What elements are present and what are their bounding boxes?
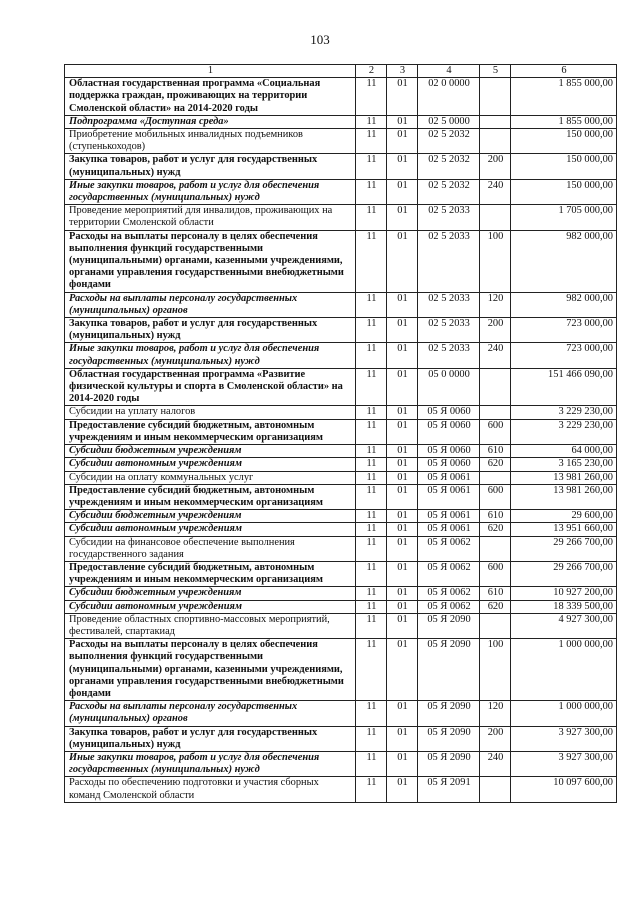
table-row: [65, 561, 617, 586]
table-row: [65, 419, 617, 444]
row-section-cell: 11: [356, 484, 387, 509]
table-row: [65, 179, 617, 204]
row-expense-type-cell: [480, 78, 511, 116]
row-subsection-cell: 01: [387, 587, 418, 600]
row-subsection-cell: 01: [387, 78, 418, 116]
row-section-cell: 11: [356, 78, 387, 116]
row-target-article-cell: 02 5 2033: [418, 205, 480, 230]
row-subsection-cell: 01: [387, 230, 418, 292]
row-section-cell: 11: [356, 587, 387, 600]
row-amount-cell: 1 855 000,00: [511, 115, 617, 128]
row-amount-cell: 150 000,00: [511, 129, 617, 154]
row-subsection-cell: 01: [387, 777, 418, 802]
row-amount-cell: 10 927 200,00: [511, 587, 617, 600]
row-expense-type-cell: [480, 471, 511, 484]
row-amount-cell: 1 855 000,00: [511, 78, 617, 116]
row-amount-cell: 10 097 600,00: [511, 777, 617, 802]
table-row: [65, 471, 617, 484]
row-target-article-cell: 05 Я 0060: [418, 445, 480, 458]
row-target-article-cell: 05 Я 2091: [418, 777, 480, 802]
row-expense-type-cell: [480, 368, 511, 406]
row-expense-type-cell: 610: [480, 510, 511, 523]
row-expense-type-cell: 240: [480, 343, 511, 368]
row-expense-type-cell: 620: [480, 458, 511, 471]
row-target-article-cell: 05 Я 0062: [418, 587, 480, 600]
row-subsection-cell: 01: [387, 471, 418, 484]
row-amount-cell: 13 981 260,00: [511, 471, 617, 484]
row-expense-type-cell: [480, 536, 511, 561]
row-amount-cell: 29 266 700,00: [511, 536, 617, 561]
row-section-cell: 11: [356, 751, 387, 776]
row-target-article-cell: 05 Я 2090: [418, 726, 480, 751]
row-subsection-cell: 01: [387, 205, 418, 230]
row-subsection-cell: 01: [387, 484, 418, 509]
row-section-cell: 11: [356, 179, 387, 204]
row-subsection-cell: 01: [387, 154, 418, 179]
row-subsection-cell: 01: [387, 613, 418, 638]
header-col-2: 2: [356, 65, 387, 78]
row-amount-cell: 13 981 260,00: [511, 484, 617, 509]
row-amount-cell: 982 000,00: [511, 292, 617, 317]
row-name-cell: Предоставление субсидий бюджетным, автономным учреждениям и иным некоммерческим организациям: [65, 484, 356, 509]
row-name-cell: Субсидии автономным учреждениям: [65, 523, 356, 536]
row-name-cell: Расходы на выплаты персоналу в целях обеспечения выполнения функций государственными (муниципальными) органами, казенными учреждениями, органами управления государственными внебюджетными фондами: [65, 639, 356, 701]
row-name-cell: Областная государственная программа «Социальная поддержка граждан, проживающих на территории Смоленской области» на 2014-2020 годы: [65, 78, 356, 116]
page-number: 103: [310, 32, 330, 47]
row-expense-type-cell: 240: [480, 751, 511, 776]
row-target-article-cell: 02 5 2033: [418, 343, 480, 368]
row-subsection-cell: 01: [387, 523, 418, 536]
row-subsection-cell: 01: [387, 600, 418, 613]
row-section-cell: 11: [356, 292, 387, 317]
table-row: [65, 484, 617, 509]
row-amount-cell: 29 600,00: [511, 510, 617, 523]
row-name-cell: Закупка товаров, работ и услуг для государственных (муниципальных) нужд: [65, 154, 356, 179]
row-subsection-cell: 01: [387, 726, 418, 751]
row-subsection-cell: 01: [387, 115, 418, 128]
row-subsection-cell: 01: [387, 701, 418, 726]
row-subsection-cell: 01: [387, 129, 418, 154]
row-target-article-cell: 02 5 0000: [418, 115, 480, 128]
row-section-cell: 11: [356, 523, 387, 536]
row-expense-type-cell: 200: [480, 154, 511, 179]
row-name-cell: Субсидии автономным учреждениям: [65, 458, 356, 471]
row-section-cell: 11: [356, 445, 387, 458]
table-row: [65, 523, 617, 536]
table-row: [65, 600, 617, 613]
row-amount-cell: 1 000 000,00: [511, 639, 617, 701]
row-subsection-cell: 01: [387, 458, 418, 471]
row-target-article-cell: 02 5 2033: [418, 318, 480, 343]
row-subsection-cell: 01: [387, 639, 418, 701]
row-subsection-cell: 01: [387, 510, 418, 523]
row-amount-cell: 3 927 300,00: [511, 751, 617, 776]
row-name-cell: Предоставление субсидий бюджетным, автономным учреждениям и иным некоммерческим организациям: [65, 561, 356, 586]
row-name-cell: Расходы на выплаты персоналу государственных (муниципальных) органов: [65, 292, 356, 317]
row-target-article-cell: 02 5 2032: [418, 154, 480, 179]
row-target-article-cell: 05 Я 0061: [418, 484, 480, 509]
table-row: [65, 115, 617, 128]
row-amount-cell: 64 000,00: [511, 445, 617, 458]
table-row: [65, 205, 617, 230]
row-target-article-cell: 02 5 2032: [418, 129, 480, 154]
row-target-article-cell: 05 Я 0060: [418, 406, 480, 419]
row-expense-type-cell: 620: [480, 523, 511, 536]
row-name-cell: Приобретение мобильных инвалидных подъемников (ступенькоходов): [65, 129, 356, 154]
row-target-article-cell: 05 Я 0062: [418, 600, 480, 613]
row-target-article-cell: 05 Я 0061: [418, 471, 480, 484]
row-expense-type-cell: [480, 205, 511, 230]
row-section-cell: 11: [356, 129, 387, 154]
row-expense-type-cell: 600: [480, 484, 511, 509]
row-target-article-cell: 05 Я 0061: [418, 510, 480, 523]
row-subsection-cell: 01: [387, 751, 418, 776]
row-expense-type-cell: 610: [480, 445, 511, 458]
row-name-cell: Субсидии на финансовое обеспечение выполнения государственного задания: [65, 536, 356, 561]
table-row: [65, 701, 617, 726]
row-expense-type-cell: [480, 115, 511, 128]
row-section-cell: 11: [356, 115, 387, 128]
row-target-article-cell: 02 5 2032: [418, 179, 480, 204]
row-target-article-cell: 02 5 2033: [418, 230, 480, 292]
header-col-6: 6: [511, 65, 617, 78]
row-expense-type-cell: [480, 129, 511, 154]
row-expense-type-cell: [480, 777, 511, 802]
table-row: [65, 78, 617, 116]
table-row: [65, 292, 617, 317]
row-expense-type-cell: [480, 406, 511, 419]
row-subsection-cell: 01: [387, 368, 418, 406]
row-target-article-cell: 05 Я 2090: [418, 639, 480, 701]
row-section-cell: 11: [356, 561, 387, 586]
row-amount-cell: 723 000,00: [511, 318, 617, 343]
row-amount-cell: 18 339 500,00: [511, 600, 617, 613]
row-target-article-cell: 05 0 0000: [418, 368, 480, 406]
row-name-cell: Субсидии на оплату коммунальных услуг: [65, 471, 356, 484]
row-target-article-cell: 05 Я 0061: [418, 523, 480, 536]
row-amount-cell: 150 000,00: [511, 154, 617, 179]
table-row: [65, 510, 617, 523]
row-amount-cell: 150 000,00: [511, 179, 617, 204]
row-expense-type-cell: 200: [480, 318, 511, 343]
row-target-article-cell: 05 Я 0062: [418, 561, 480, 586]
row-expense-type-cell: [480, 613, 511, 638]
row-expense-type-cell: 610: [480, 587, 511, 600]
table-row: [65, 318, 617, 343]
row-amount-cell: 723 000,00: [511, 343, 617, 368]
row-name-cell: Субсидии автономным учреждениям: [65, 600, 356, 613]
table-row: [65, 154, 617, 179]
row-section-cell: 11: [356, 368, 387, 406]
row-target-article-cell: 02 5 2033: [418, 292, 480, 317]
row-section-cell: 11: [356, 600, 387, 613]
row-name-cell: Расходы на выплаты персоналу в целях обеспечения выполнения функций государственными (муниципальными) органами, казенными учреждениями, органами управления государственными внебюджетными фондами: [65, 230, 356, 292]
row-expense-type-cell: 600: [480, 419, 511, 444]
row-name-cell: Проведение мероприятий для инвалидов, проживающих на территории Смоленской области: [65, 205, 356, 230]
row-expense-type-cell: 120: [480, 292, 511, 317]
row-section-cell: 11: [356, 639, 387, 701]
table-row: [65, 445, 617, 458]
row-section-cell: 11: [356, 458, 387, 471]
row-name-cell: Субсидии бюджетным учреждениям: [65, 445, 356, 458]
header-col-4: 4: [418, 65, 480, 78]
table-row: [65, 406, 617, 419]
table-row: [65, 726, 617, 751]
row-section-cell: 11: [356, 343, 387, 368]
row-section-cell: 11: [356, 230, 387, 292]
table-row: [65, 343, 617, 368]
row-amount-cell: 13 951 660,00: [511, 523, 617, 536]
row-expense-type-cell: 120: [480, 701, 511, 726]
table-row: [65, 751, 617, 776]
row-expense-type-cell: 240: [480, 179, 511, 204]
row-subsection-cell: 01: [387, 536, 418, 561]
row-target-article-cell: 05 Я 0060: [418, 458, 480, 471]
row-amount-cell: 3 229 230,00: [511, 406, 617, 419]
row-section-cell: 11: [356, 419, 387, 444]
row-name-cell: Иные закупки товаров, работ и услуг для обеспечения государственных (муниципальных) нужд: [65, 343, 356, 368]
row-amount-cell: 982 000,00: [511, 230, 617, 292]
table-row: [65, 587, 617, 600]
row-name-cell: Субсидии на уплату налогов: [65, 406, 356, 419]
row-expense-type-cell: 100: [480, 230, 511, 292]
table-row: [65, 458, 617, 471]
header-col-1: 1: [65, 65, 356, 78]
row-expense-type-cell: 620: [480, 600, 511, 613]
row-section-cell: 11: [356, 777, 387, 802]
table-row: [65, 129, 617, 154]
row-amount-cell: 4 927 300,00: [511, 613, 617, 638]
table-row: [65, 230, 617, 292]
row-name-cell: Субсидии бюджетным учреждениям: [65, 587, 356, 600]
row-subsection-cell: 01: [387, 343, 418, 368]
row-section-cell: 11: [356, 726, 387, 751]
row-name-cell: Расходы на выплаты персоналу государственных (муниципальных) органов: [65, 701, 356, 726]
row-name-cell: Предоставление субсидий бюджетным, автономным учреждениям и иным некоммерческим организациям: [65, 419, 356, 444]
row-subsection-cell: 01: [387, 292, 418, 317]
header-col-5: 5: [480, 65, 511, 78]
row-section-cell: 11: [356, 510, 387, 523]
row-section-cell: 11: [356, 318, 387, 343]
row-amount-cell: 3 927 300,00: [511, 726, 617, 751]
row-name-cell: Областная государственная программа «Развитие физической культуры и спорта в Смоленской области» на 2014-2020 годы: [65, 368, 356, 406]
table-row: [65, 613, 617, 638]
row-subsection-cell: 01: [387, 419, 418, 444]
row-amount-cell: 151 466 090,00: [511, 368, 617, 406]
row-subsection-cell: 01: [387, 179, 418, 204]
row-section-cell: 11: [356, 205, 387, 230]
budget-table: [64, 64, 617, 803]
table-header-row: [65, 65, 617, 78]
row-expense-type-cell: 600: [480, 561, 511, 586]
row-target-article-cell: 02 0 0000: [418, 78, 480, 116]
row-target-article-cell: 05 Я 2090: [418, 701, 480, 726]
row-section-cell: 11: [356, 471, 387, 484]
row-expense-type-cell: 100: [480, 639, 511, 701]
row-section-cell: 11: [356, 154, 387, 179]
row-target-article-cell: 05 Я 2090: [418, 751, 480, 776]
row-subsection-cell: 01: [387, 561, 418, 586]
row-subsection-cell: 01: [387, 445, 418, 458]
row-target-article-cell: 05 Я 0060: [418, 419, 480, 444]
row-subsection-cell: 01: [387, 318, 418, 343]
row-amount-cell: 1 000 000,00: [511, 701, 617, 726]
row-name-cell: Иные закупки товаров, работ и услуг для обеспечения государственных (муниципальных) нужд: [65, 179, 356, 204]
row-name-cell: Субсидии бюджетным учреждениям: [65, 510, 356, 523]
row-target-article-cell: 05 Я 2090: [418, 613, 480, 638]
row-name-cell: Расходы по обеспечению подготовки и участия сборных команд Смоленской области: [65, 777, 356, 802]
row-name-cell: Подпрограмма «Доступная среда»: [65, 115, 356, 128]
row-target-article-cell: 05 Я 0062: [418, 536, 480, 561]
row-amount-cell: 3 165 230,00: [511, 458, 617, 471]
row-name-cell: Проведение областных спортивно-массовых мероприятий, фестивалей, спартакиад: [65, 613, 356, 638]
row-name-cell: Закупка товаров, работ и услуг для государственных (муниципальных) нужд: [65, 318, 356, 343]
row-section-cell: 11: [356, 701, 387, 726]
row-section-cell: 11: [356, 406, 387, 419]
table-row: [65, 368, 617, 406]
row-amount-cell: 1 705 000,00: [511, 205, 617, 230]
table-row: [65, 777, 617, 802]
row-section-cell: 11: [356, 613, 387, 638]
row-name-cell: Иные закупки товаров, работ и услуг для обеспечения государственных (муниципальных) нужд: [65, 751, 356, 776]
row-section-cell: 11: [356, 536, 387, 561]
row-amount-cell: 29 266 700,00: [511, 561, 617, 586]
header-col-3: 3: [387, 65, 418, 78]
table-row: [65, 639, 617, 701]
row-name-cell: Закупка товаров, работ и услуг для государственных (муниципальных) нужд: [65, 726, 356, 751]
row-subsection-cell: 01: [387, 406, 418, 419]
row-amount-cell: 3 229 230,00: [511, 419, 617, 444]
table-row: [65, 536, 617, 561]
row-expense-type-cell: 200: [480, 726, 511, 751]
